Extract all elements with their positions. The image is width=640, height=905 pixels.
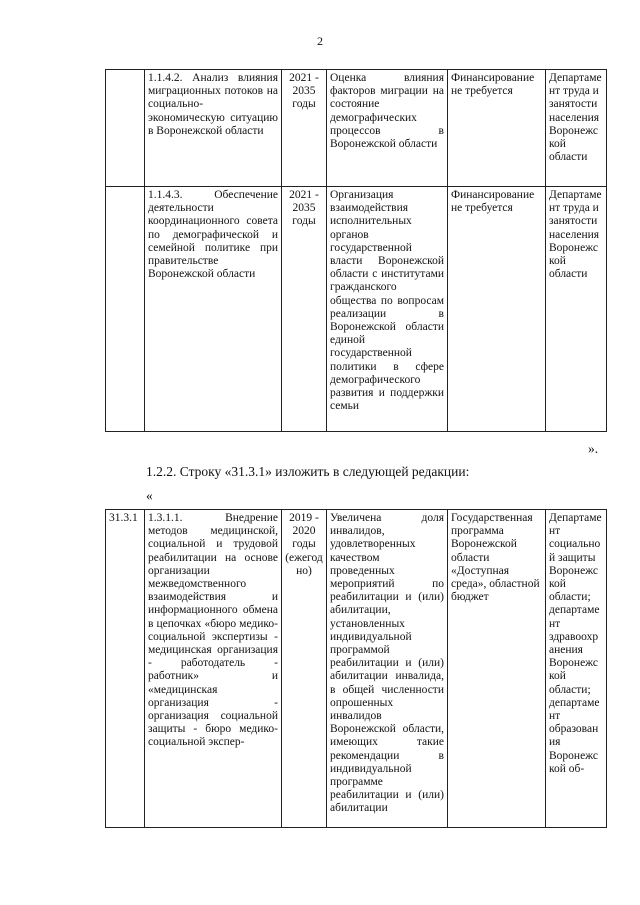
period-cell: 2021 - 2035 годы xyxy=(282,70,327,187)
opening-quote: « xyxy=(146,488,153,503)
table-row xyxy=(106,187,607,432)
closing-quote: ». xyxy=(588,441,599,456)
amendment-text: Строку «31.3.1» изложить в следующей редакции: xyxy=(179,464,470,479)
measure-name-cell: 1.1.4.2. Анализ влияния миграционных потоков на социально-экономическую ситуацию в Воронежской области xyxy=(145,70,282,187)
executor-cell: Департамент труда и занятости населения Воронежской области xyxy=(546,70,607,187)
measures-table-new-row xyxy=(105,509,607,828)
amendment-paragraph xyxy=(146,464,469,480)
measure-name-cell: 1.1.4.3. Обеспечение деятельности координационного совета по демографической и семейной политике при правительстве Воронежской области xyxy=(145,187,282,432)
financing-cell: Финансирование не требуется xyxy=(448,70,546,187)
code-cell xyxy=(106,70,145,187)
financing-cell: Государственная программа Воронежской области «Доступная среда», областной бюджет xyxy=(448,510,546,828)
period-cell: 2019 - 2020 годы (ежегодно) xyxy=(282,510,327,828)
expected-result-cell: Увеличена доля инвалидов, удовлетворенных качеством проведенных мероприятий по реабилитации и (или) абилитации, установленных индивидуальной программой реабилитации и (или) абилитации инвалида, в общей численности опрошенных инвалидов Воронежской области, имеющих такие рекомендации в индивидуальной программе реабилитации и (или) абилитации xyxy=(327,510,448,828)
table-row xyxy=(106,70,607,187)
code-cell: 31.3.1 xyxy=(106,510,145,828)
measures-table-continued xyxy=(105,69,607,432)
page-number: 2 xyxy=(317,34,323,48)
amendment-number: 1.2.2. xyxy=(146,464,177,479)
expected-result-cell: Оценка влияния факторов миграции на состояние демографических процессов в Воронежской области xyxy=(327,70,448,187)
executor-cell: Департамент социальной защиты Воронежской области; департамент здравоохранения Воронежской области; департамент образования Воронежской об- xyxy=(546,510,607,828)
table-row xyxy=(106,510,607,828)
expected-result-cell: Организация взаимодействия исполнительных органов государственной власти Воронежской области с институтами гражданского общества по вопросам реализации в Воронежской области единой государственной политики в сфере демографического развития и поддержки семьи xyxy=(327,187,448,432)
executor-cell: Департамент труда и занятости населения Воронежской области xyxy=(546,187,607,432)
measure-name-cell: 1.3.1.1. Внедрение методов медицинской, социальной и трудовой реабилитации на основе организации межведомственного взаимодействия и информационного обмена в цепочках «бюро медико-социальной экспертизы - медицинская организация - работодатель - работник» и «медицинская организация - организация социальной защиты - бюро медико-социальной экспер- xyxy=(145,510,282,828)
code-cell xyxy=(106,187,145,432)
period-cell: 2021 - 2035 годы xyxy=(282,187,327,432)
financing-cell: Финансирование не требуется xyxy=(448,187,546,432)
